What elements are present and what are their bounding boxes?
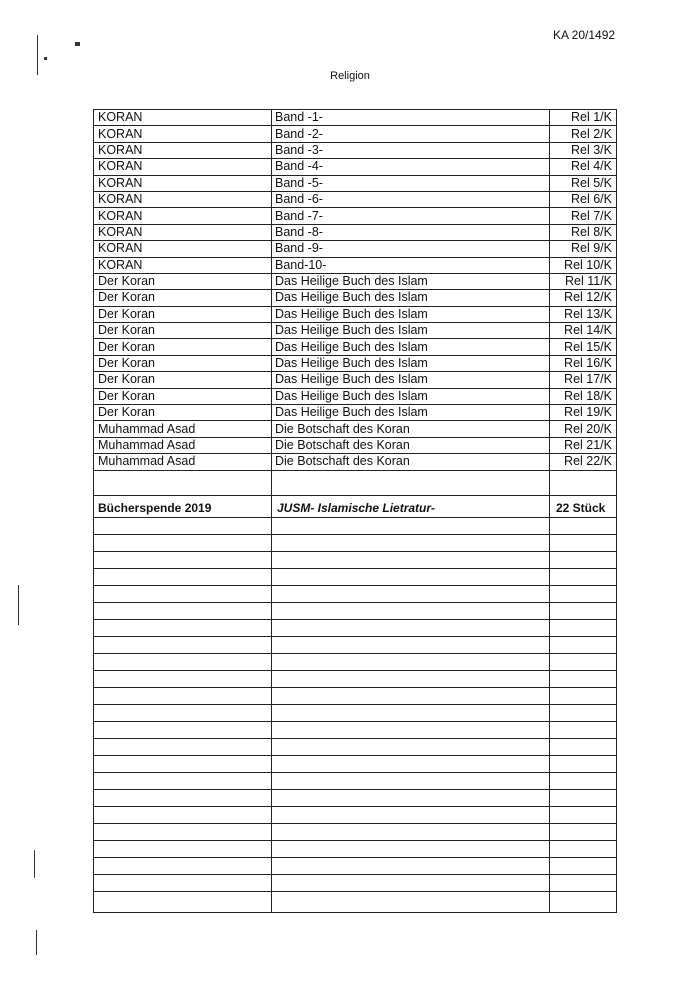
shelfmark-cell: Rel 15/K (549, 339, 616, 355)
title-cell: Das Heilige Buch des Islam (271, 339, 549, 355)
table-row (94, 405, 616, 421)
title-cell: Band-10- (271, 257, 549, 273)
scan-speck (44, 57, 47, 60)
table-row (94, 257, 616, 273)
table-row (94, 355, 616, 371)
shelfmark-cell: Rel 3/K (549, 142, 616, 158)
blank-row (94, 517, 616, 518)
shelfmark-cell: Rel 10/K (549, 257, 616, 273)
author-cell: Der Koran (94, 273, 271, 289)
donation-label: Bücherspende 2019 (98, 501, 212, 515)
blank-row (94, 602, 616, 603)
title-cell: Band -9- (271, 241, 549, 257)
shelfmark-cell: Rel 17/K (549, 372, 616, 388)
inventory-table (93, 109, 617, 913)
author-cell: KORAN (94, 191, 271, 207)
author-cell: KORAN (94, 126, 271, 142)
scan-speck (75, 42, 80, 46)
title-cell: Band -4- (271, 159, 549, 175)
blank-row (94, 789, 616, 790)
blank-row (94, 585, 616, 586)
table-row (94, 421, 616, 437)
table-row (94, 110, 616, 126)
table-row (94, 273, 616, 289)
blank-row (94, 704, 616, 705)
shelfmark-cell: Rel 21/K (549, 437, 616, 453)
author-cell: Der Koran (94, 290, 271, 306)
title-cell: Das Heilige Buch des Islam (271, 273, 549, 289)
blank-row (94, 568, 616, 569)
title-cell: Das Heilige Buch des Islam (271, 405, 549, 421)
author-cell: KORAN (94, 257, 271, 273)
shelfmark-cell: Rel 5/K (549, 175, 616, 191)
shelfmark-cell: Rel 11/K (549, 273, 616, 289)
table-row (94, 175, 616, 191)
table-row (94, 437, 616, 453)
inventory-body (94, 110, 616, 470)
scan-speck (18, 585, 19, 625)
document-reference: KA 20/1492 (553, 28, 616, 42)
shelfmark-cell: Rel 14/K (549, 323, 616, 339)
table-row (94, 290, 616, 306)
author-cell: KORAN (94, 224, 271, 240)
blank-row (94, 653, 616, 654)
title-cell: Das Heilige Buch des Islam (271, 355, 549, 371)
blank-row (94, 687, 616, 688)
shelfmark-cell: Rel 8/K (549, 224, 616, 240)
shelfmark-cell: Rel 22/K (549, 454, 616, 470)
author-cell: Der Koran (94, 405, 271, 421)
title-cell: Die Botschaft des Koran (271, 421, 549, 437)
blank-row (94, 857, 616, 858)
title-cell: Das Heilige Buch des Islam (271, 388, 549, 404)
scan-speck (34, 850, 35, 878)
title-cell: Die Botschaft des Koran (271, 454, 549, 470)
author-cell: Der Koran (94, 388, 271, 404)
blank-row (94, 891, 616, 892)
blank-row (94, 534, 616, 535)
title-cell: Die Botschaft des Koran (271, 437, 549, 453)
shelfmark-cell: Rel 9/K (549, 241, 616, 257)
table-row (94, 241, 616, 257)
blank-row (94, 755, 616, 756)
collection-label: JUSM- Islamische Lietratur- (277, 501, 436, 515)
shelfmark-cell: Rel 19/K (549, 405, 616, 421)
shelfmark-cell: Rel 6/K (549, 191, 616, 207)
table-row (94, 224, 616, 240)
title-cell: Das Heilige Buch des Islam (271, 372, 549, 388)
blank-row (94, 738, 616, 739)
table-row (94, 339, 616, 355)
author-cell: Der Koran (94, 372, 271, 388)
table-row (94, 191, 616, 207)
blank-row (94, 636, 616, 637)
shelfmark-cell: Rel 13/K (549, 306, 616, 322)
table-row (94, 208, 616, 224)
item-count: 22 Stück (556, 501, 606, 515)
title-cell: Band -3- (271, 142, 549, 158)
author-cell: Muhammad Asad (94, 421, 271, 437)
author-cell: Der Koran (94, 339, 271, 355)
shelfmark-cell: Rel 16/K (549, 355, 616, 371)
title-cell: Das Heilige Buch des Islam (271, 323, 549, 339)
shelfmark-cell: Rel 2/K (549, 126, 616, 142)
blank-row (94, 619, 616, 620)
shelfmark-cell: Rel 12/K (549, 290, 616, 306)
table-row (94, 159, 616, 175)
table-row (94, 323, 616, 339)
table-row (94, 454, 616, 470)
author-cell: Der Koran (94, 323, 271, 339)
table-row (94, 306, 616, 322)
title-cell: Band -7- (271, 208, 549, 224)
table-row (94, 142, 616, 158)
title-cell: Band -6- (271, 191, 549, 207)
blank-row (94, 551, 616, 552)
title-cell: Band -1- (271, 110, 549, 126)
blank-row (94, 874, 616, 875)
scan-speck (36, 930, 37, 955)
shelfmark-cell: Rel 7/K (549, 208, 616, 224)
inventory-rows (94, 110, 616, 471)
author-cell: KORAN (94, 175, 271, 191)
author-cell: Der Koran (94, 306, 271, 322)
shelfmark-cell: Rel 18/K (549, 388, 616, 404)
scan-speck (37, 35, 38, 75)
page-title: Religion (330, 70, 370, 82)
author-cell: KORAN (94, 208, 271, 224)
author-cell: Der Koran (94, 355, 271, 371)
shelfmark-cell: Rel 1/K (549, 110, 616, 126)
table-row (94, 372, 616, 388)
blank-row (94, 721, 616, 722)
author-cell: Muhammad Asad (94, 437, 271, 453)
author-cell: KORAN (94, 241, 271, 257)
table-row (94, 126, 616, 142)
title-cell: Band -2- (271, 126, 549, 142)
title-cell: Das Heilige Buch des Islam (271, 290, 549, 306)
blank-row (94, 806, 616, 807)
shelfmark-cell: Rel 4/K (549, 159, 616, 175)
table-row (94, 388, 616, 404)
author-cell: KORAN (94, 142, 271, 158)
title-cell: Band -8- (271, 224, 549, 240)
author-cell: Muhammad Asad (94, 454, 271, 470)
blank-row (94, 823, 616, 824)
blank-row (94, 840, 616, 841)
shelfmark-cell: Rel 20/K (549, 421, 616, 437)
blank-row (94, 670, 616, 671)
blank-row (94, 772, 616, 773)
author-cell: KORAN (94, 110, 271, 126)
title-cell: Das Heilige Buch des Islam (271, 306, 549, 322)
author-cell: KORAN (94, 159, 271, 175)
summary-row (94, 495, 616, 518)
title-cell: Band -5- (271, 175, 549, 191)
